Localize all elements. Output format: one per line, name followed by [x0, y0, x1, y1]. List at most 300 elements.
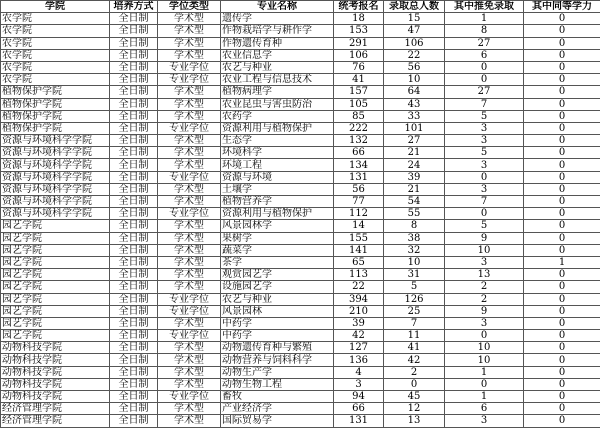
cell-college: 经济管理学院: [1, 415, 110, 427]
cell-training-mode: 全日制: [110, 74, 158, 86]
cell-major: 中药学: [221, 330, 334, 342]
cell-training-mode: 全日制: [110, 293, 158, 305]
cell-college: 植物保护学院: [1, 122, 110, 134]
cell-exam-applicants: 3: [334, 378, 384, 390]
cell-degree-type: 专业学位: [158, 293, 221, 305]
cell-degree-type: 学术型: [158, 269, 221, 281]
cell-equivalent-degree: 1: [524, 256, 600, 268]
cell-degree-type: 学术型: [158, 281, 221, 293]
cell-training-mode: 全日制: [110, 49, 158, 61]
cell-total-admitted: 7: [384, 317, 445, 329]
cell-college: 资源与环境科学学院: [1, 159, 110, 171]
cell-major: 生态学: [221, 135, 334, 147]
cell-degree-type: 学术型: [158, 13, 221, 25]
table-row: [1, 74, 600, 86]
cell-college: 园艺学院: [1, 293, 110, 305]
cell-college: 动物科技学院: [1, 366, 110, 378]
cell-training-mode: 全日制: [110, 256, 158, 268]
cell-equivalent-degree: 0: [524, 74, 600, 86]
cell-total-admitted: 106: [384, 37, 445, 49]
cell-total-admitted: 33: [384, 110, 445, 122]
cell-major: 资源与环境: [221, 171, 334, 183]
table-row: [1, 147, 600, 159]
cell-degree-type: 专业学位: [158, 305, 221, 317]
cell-training-mode: 全日制: [110, 37, 158, 49]
cell-recommended-admitted: 3: [445, 256, 524, 268]
cell-exam-applicants: 155: [334, 232, 384, 244]
cell-exam-applicants: 94: [334, 391, 384, 403]
cell-recommended-admitted: 2: [445, 281, 524, 293]
cell-major: 农艺与种业: [221, 61, 334, 73]
table-row: [1, 403, 600, 415]
cell-degree-type: 学术型: [158, 244, 221, 256]
cell-total-admitted: 2: [384, 366, 445, 378]
cell-total-admitted: 12: [384, 403, 445, 415]
cell-college: 农学院: [1, 13, 110, 25]
cell-exam-applicants: 210: [334, 305, 384, 317]
cell-total-admitted: 101: [384, 122, 445, 134]
cell-equivalent-degree: 0: [524, 403, 600, 415]
cell-major: 风景园林学: [221, 220, 334, 232]
cell-recommended-admitted: 3: [445, 122, 524, 134]
cell-degree-type: 学术型: [158, 183, 221, 195]
cell-exam-applicants: 157: [334, 86, 384, 98]
header-training-mode: 培养方式: [110, 1, 158, 13]
cell-total-admitted: 11: [384, 330, 445, 342]
table-row: [1, 110, 600, 122]
cell-exam-applicants: 141: [334, 244, 384, 256]
cell-recommended-admitted: 10: [445, 342, 524, 354]
cell-equivalent-degree: 0: [524, 135, 600, 147]
cell-exam-applicants: 106: [334, 49, 384, 61]
cell-major: 动物遗传育种与繁殖: [221, 342, 334, 354]
cell-total-admitted: 5: [384, 281, 445, 293]
cell-major: 环境科学: [221, 147, 334, 159]
cell-training-mode: 全日制: [110, 281, 158, 293]
cell-training-mode: 全日制: [110, 220, 158, 232]
cell-total-admitted: 32: [384, 244, 445, 256]
cell-training-mode: 全日制: [110, 208, 158, 220]
table-row: [1, 269, 600, 281]
cell-recommended-admitted: 5: [445, 110, 524, 122]
cell-exam-applicants: 153: [334, 25, 384, 37]
cell-major: 资源利用与植物保护: [221, 122, 334, 134]
table-row: [1, 159, 600, 171]
cell-exam-applicants: 136: [334, 354, 384, 366]
cell-equivalent-degree: 0: [524, 13, 600, 25]
cell-degree-type: 专业学位: [158, 208, 221, 220]
cell-exam-applicants: 77: [334, 196, 384, 208]
cell-equivalent-degree: 0: [524, 244, 600, 256]
cell-recommended-admitted: 0: [445, 171, 524, 183]
cell-college: 园艺学院: [1, 220, 110, 232]
table-row: [1, 330, 600, 342]
cell-training-mode: 全日制: [110, 183, 158, 195]
cell-training-mode: 全日制: [110, 330, 158, 342]
cell-major: 作物栽培学与耕作学: [221, 25, 334, 37]
table-row: [1, 342, 600, 354]
cell-exam-applicants: 127: [334, 342, 384, 354]
cell-major: 风景园林: [221, 305, 334, 317]
cell-exam-applicants: 134: [334, 159, 384, 171]
cell-training-mode: 全日制: [110, 13, 158, 25]
cell-major: 动物生产学: [221, 366, 334, 378]
table-row: [1, 196, 600, 208]
cell-equivalent-degree: 0: [524, 281, 600, 293]
cell-training-mode: 全日制: [110, 61, 158, 73]
cell-total-admitted: 64: [384, 86, 445, 98]
cell-degree-type: 学术型: [158, 232, 221, 244]
cell-recommended-admitted: 9: [445, 232, 524, 244]
cell-training-mode: 全日制: [110, 269, 158, 281]
cell-exam-applicants: 4: [334, 366, 384, 378]
table-row: [1, 305, 600, 317]
table-row: [1, 183, 600, 195]
cell-major: 设施园艺学: [221, 281, 334, 293]
table-header-row: [1, 1, 600, 13]
cell-equivalent-degree: 0: [524, 98, 600, 110]
cell-total-admitted: 15: [384, 13, 445, 25]
cell-recommended-admitted: 10: [445, 244, 524, 256]
cell-college: 园艺学院: [1, 244, 110, 256]
cell-training-mode: 全日制: [110, 415, 158, 427]
cell-total-admitted: 38: [384, 232, 445, 244]
cell-training-mode: 全日制: [110, 403, 158, 415]
cell-exam-applicants: 39: [334, 317, 384, 329]
cell-recommended-admitted: 0: [445, 378, 524, 390]
cell-recommended-admitted: 1: [445, 366, 524, 378]
table-row: [1, 232, 600, 244]
cell-exam-applicants: 41: [334, 74, 384, 86]
cell-recommended-admitted: 3: [445, 135, 524, 147]
cell-recommended-admitted: 9: [445, 305, 524, 317]
cell-recommended-admitted: 5: [445, 147, 524, 159]
cell-college: 资源与环境科学学院: [1, 135, 110, 147]
cell-degree-type: 专业学位: [158, 74, 221, 86]
cell-training-mode: 全日制: [110, 98, 158, 110]
cell-college: 农学院: [1, 74, 110, 86]
cell-recommended-admitted: 8: [445, 25, 524, 37]
cell-total-admitted: 45: [384, 391, 445, 403]
cell-major: 动物营养与饲料科学: [221, 354, 334, 366]
cell-exam-applicants: 42: [334, 330, 384, 342]
cell-equivalent-degree: 0: [524, 305, 600, 317]
cell-degree-type: 学术型: [158, 196, 221, 208]
cell-recommended-admitted: 27: [445, 37, 524, 49]
table-row: [1, 208, 600, 220]
cell-training-mode: 全日制: [110, 232, 158, 244]
cell-equivalent-degree: 0: [524, 366, 600, 378]
cell-equivalent-degree: 0: [524, 293, 600, 305]
header-total-admitted: 录取总人数: [384, 1, 445, 13]
header-degree-type: 学位类型: [158, 1, 221, 13]
cell-total-admitted: 10: [384, 256, 445, 268]
cell-recommended-admitted: 3: [445, 183, 524, 195]
cell-college: 动物科技学院: [1, 354, 110, 366]
cell-equivalent-degree: 0: [524, 330, 600, 342]
cell-exam-applicants: 14: [334, 220, 384, 232]
header-major: 专业名称: [221, 1, 334, 13]
header-recommended-admitted: 其中推免录取: [445, 1, 524, 13]
cell-degree-type: 学术型: [158, 220, 221, 232]
table-row: [1, 122, 600, 134]
cell-recommended-admitted: 6: [445, 403, 524, 415]
cell-training-mode: 全日制: [110, 110, 158, 122]
cell-equivalent-degree: 0: [524, 159, 600, 171]
cell-recommended-admitted: 7: [445, 98, 524, 110]
cell-total-admitted: 41: [384, 342, 445, 354]
cell-exam-applicants: 105: [334, 98, 384, 110]
cell-training-mode: 全日制: [110, 366, 158, 378]
cell-major: 土壤学: [221, 183, 334, 195]
cell-exam-applicants: 76: [334, 61, 384, 73]
table-row: [1, 378, 600, 390]
cell-total-admitted: 55: [384, 208, 445, 220]
cell-total-admitted: 31: [384, 269, 445, 281]
cell-training-mode: 全日制: [110, 305, 158, 317]
cell-degree-type: 学术型: [158, 317, 221, 329]
cell-training-mode: 全日制: [110, 391, 158, 403]
cell-college: 动物科技学院: [1, 342, 110, 354]
cell-college: 资源与环境科学学院: [1, 171, 110, 183]
cell-exam-applicants: 65: [334, 256, 384, 268]
cell-college: 农学院: [1, 25, 110, 37]
table-row: [1, 293, 600, 305]
cell-recommended-admitted: 5: [445, 220, 524, 232]
cell-recommended-admitted: 13: [445, 269, 524, 281]
cell-major: 植物营养学: [221, 196, 334, 208]
cell-training-mode: 全日制: [110, 354, 158, 366]
cell-total-admitted: 56: [384, 61, 445, 73]
table-row: [1, 37, 600, 49]
cell-training-mode: 全日制: [110, 122, 158, 134]
cell-exam-applicants: 131: [334, 415, 384, 427]
cell-training-mode: 全日制: [110, 244, 158, 256]
cell-exam-applicants: 18: [334, 13, 384, 25]
cell-total-admitted: 0: [384, 378, 445, 390]
cell-college: 植物保护学院: [1, 98, 110, 110]
cell-recommended-admitted: 3: [445, 317, 524, 329]
table-row: [1, 86, 600, 98]
cell-college: 动物科技学院: [1, 378, 110, 390]
cell-degree-type: 学术型: [158, 354, 221, 366]
cell-equivalent-degree: 0: [524, 183, 600, 195]
cell-equivalent-degree: 0: [524, 110, 600, 122]
table-row: [1, 281, 600, 293]
header-college: 学院: [1, 1, 110, 13]
cell-training-mode: 全日制: [110, 378, 158, 390]
cell-recommended-admitted: 1: [445, 391, 524, 403]
cell-major: 农业信息学: [221, 49, 334, 61]
cell-major: 资源利用与植物保护: [221, 208, 334, 220]
cell-equivalent-degree: 0: [524, 61, 600, 73]
cell-total-admitted: 54: [384, 196, 445, 208]
table-row: [1, 391, 600, 403]
cell-recommended-admitted: 10: [445, 354, 524, 366]
table-row: [1, 135, 600, 147]
cell-training-mode: 全日制: [110, 171, 158, 183]
cell-degree-type: 专业学位: [158, 171, 221, 183]
cell-college: 资源与环境科学学院: [1, 196, 110, 208]
cell-total-admitted: 24: [384, 159, 445, 171]
cell-college: 园艺学院: [1, 281, 110, 293]
cell-exam-applicants: 291: [334, 37, 384, 49]
cell-equivalent-degree: 0: [524, 220, 600, 232]
cell-degree-type: 学术型: [158, 159, 221, 171]
cell-total-admitted: 8: [384, 220, 445, 232]
cell-degree-type: 学术型: [158, 135, 221, 147]
cell-training-mode: 全日制: [110, 86, 158, 98]
cell-exam-applicants: 56: [334, 183, 384, 195]
table-row: [1, 256, 600, 268]
cell-major: 作物遗传育种: [221, 37, 334, 49]
cell-total-admitted: 42: [384, 354, 445, 366]
cell-degree-type: 专业学位: [158, 122, 221, 134]
cell-total-admitted: 25: [384, 305, 445, 317]
cell-degree-type: 学术型: [158, 37, 221, 49]
cell-total-admitted: 43: [384, 98, 445, 110]
cell-total-admitted: 21: [384, 147, 445, 159]
cell-degree-type: 学术型: [158, 49, 221, 61]
cell-equivalent-degree: 0: [524, 232, 600, 244]
cell-equivalent-degree: 0: [524, 147, 600, 159]
cell-recommended-admitted: 1: [445, 13, 524, 25]
cell-degree-type: 学术型: [158, 378, 221, 390]
cell-college: 资源与环境科学学院: [1, 147, 110, 159]
cell-major: 环境工程: [221, 159, 334, 171]
cell-total-admitted: 27: [384, 135, 445, 147]
cell-major: 动物生物工程: [221, 378, 334, 390]
table-row: [1, 171, 600, 183]
cell-college: 植物保护学院: [1, 110, 110, 122]
cell-total-admitted: 13: [384, 415, 445, 427]
cell-major: 蔬菜学: [221, 244, 334, 256]
cell-major: 农业工程与信息技术: [221, 74, 334, 86]
cell-exam-applicants: 22: [334, 281, 384, 293]
cell-training-mode: 全日制: [110, 342, 158, 354]
cell-total-admitted: 39: [384, 171, 445, 183]
table-row: [1, 244, 600, 256]
cell-degree-type: 学术型: [158, 366, 221, 378]
cell-college: 园艺学院: [1, 256, 110, 268]
table-row: [1, 366, 600, 378]
cell-recommended-admitted: 3: [445, 159, 524, 171]
cell-major: 植物病理学: [221, 86, 334, 98]
table-row: [1, 354, 600, 366]
cell-major: 畜牧: [221, 391, 334, 403]
table-row: [1, 61, 600, 73]
cell-degree-type: 学术型: [158, 403, 221, 415]
table-row: [1, 98, 600, 110]
cell-college: 农学院: [1, 37, 110, 49]
cell-exam-applicants: 66: [334, 147, 384, 159]
cell-recommended-admitted: 0: [445, 61, 524, 73]
cell-total-admitted: 47: [384, 25, 445, 37]
cell-recommended-admitted: 0: [445, 330, 524, 342]
cell-college: 动物科技学院: [1, 391, 110, 403]
cell-degree-type: 专业学位: [158, 330, 221, 342]
cell-training-mode: 全日制: [110, 25, 158, 37]
cell-equivalent-degree: 0: [524, 49, 600, 61]
table-row: [1, 25, 600, 37]
cell-major: 农药学: [221, 110, 334, 122]
cell-degree-type: 学术型: [158, 147, 221, 159]
table-row: [1, 220, 600, 232]
cell-exam-applicants: 112: [334, 208, 384, 220]
table-row: [1, 49, 600, 61]
cell-training-mode: 全日制: [110, 135, 158, 147]
cell-training-mode: 全日制: [110, 196, 158, 208]
cell-college: 园艺学院: [1, 317, 110, 329]
cell-equivalent-degree: 0: [524, 415, 600, 427]
cell-total-admitted: 10: [384, 74, 445, 86]
cell-equivalent-degree: 0: [524, 171, 600, 183]
cell-recommended-admitted: 2: [445, 293, 524, 305]
cell-exam-applicants: 113: [334, 269, 384, 281]
cell-recommended-admitted: 7: [445, 196, 524, 208]
cell-degree-type: 学术型: [158, 110, 221, 122]
cell-equivalent-degree: 0: [524, 269, 600, 281]
cell-exam-applicants: 85: [334, 110, 384, 122]
table-row: [1, 415, 600, 427]
cell-college: 农学院: [1, 61, 110, 73]
cell-exam-applicants: 66: [334, 403, 384, 415]
cell-degree-type: 学术型: [158, 86, 221, 98]
cell-college: 园艺学院: [1, 330, 110, 342]
cell-degree-type: 学术型: [158, 342, 221, 354]
cell-total-admitted: 22: [384, 49, 445, 61]
cell-college: 园艺学院: [1, 305, 110, 317]
cell-recommended-admitted: 0: [445, 208, 524, 220]
cell-recommended-admitted: 27: [445, 86, 524, 98]
cell-major: 观赏园艺学: [221, 269, 334, 281]
cell-major: 果树学: [221, 232, 334, 244]
cell-total-admitted: 21: [384, 183, 445, 195]
cell-equivalent-degree: 0: [524, 196, 600, 208]
cell-college: 经济管理学院: [1, 403, 110, 415]
cell-equivalent-degree: 0: [524, 317, 600, 329]
cell-college: 园艺学院: [1, 269, 110, 281]
cell-equivalent-degree: 0: [524, 354, 600, 366]
cell-college: 园艺学院: [1, 232, 110, 244]
cell-major: 国际贸易学: [221, 415, 334, 427]
cell-equivalent-degree: 0: [524, 37, 600, 49]
cell-degree-type: 专业学位: [158, 391, 221, 403]
cell-college: 农学院: [1, 49, 110, 61]
header-equivalent-degree: 其中同等学力: [524, 1, 600, 13]
cell-equivalent-degree: 0: [524, 391, 600, 403]
cell-equivalent-degree: 0: [524, 342, 600, 354]
cell-equivalent-degree: 0: [524, 86, 600, 98]
cell-training-mode: 全日制: [110, 159, 158, 171]
cell-exam-applicants: 131: [334, 171, 384, 183]
cell-recommended-admitted: 6: [445, 49, 524, 61]
cell-equivalent-degree: 0: [524, 122, 600, 134]
cell-college: 资源与环境科学学院: [1, 183, 110, 195]
table-row: [1, 13, 600, 25]
cell-degree-type: 学术型: [158, 415, 221, 427]
cell-recommended-admitted: 0: [445, 74, 524, 86]
cell-equivalent-degree: 0: [524, 208, 600, 220]
cell-major: 中药学: [221, 317, 334, 329]
cell-total-admitted: 126: [384, 293, 445, 305]
cell-exam-applicants: 132: [334, 135, 384, 147]
cell-degree-type: 学术型: [158, 256, 221, 268]
cell-college: 资源与环境科学学院: [1, 208, 110, 220]
cell-degree-type: 专业学位: [158, 61, 221, 73]
cell-recommended-admitted: 3: [445, 415, 524, 427]
cell-training-mode: 全日制: [110, 147, 158, 159]
